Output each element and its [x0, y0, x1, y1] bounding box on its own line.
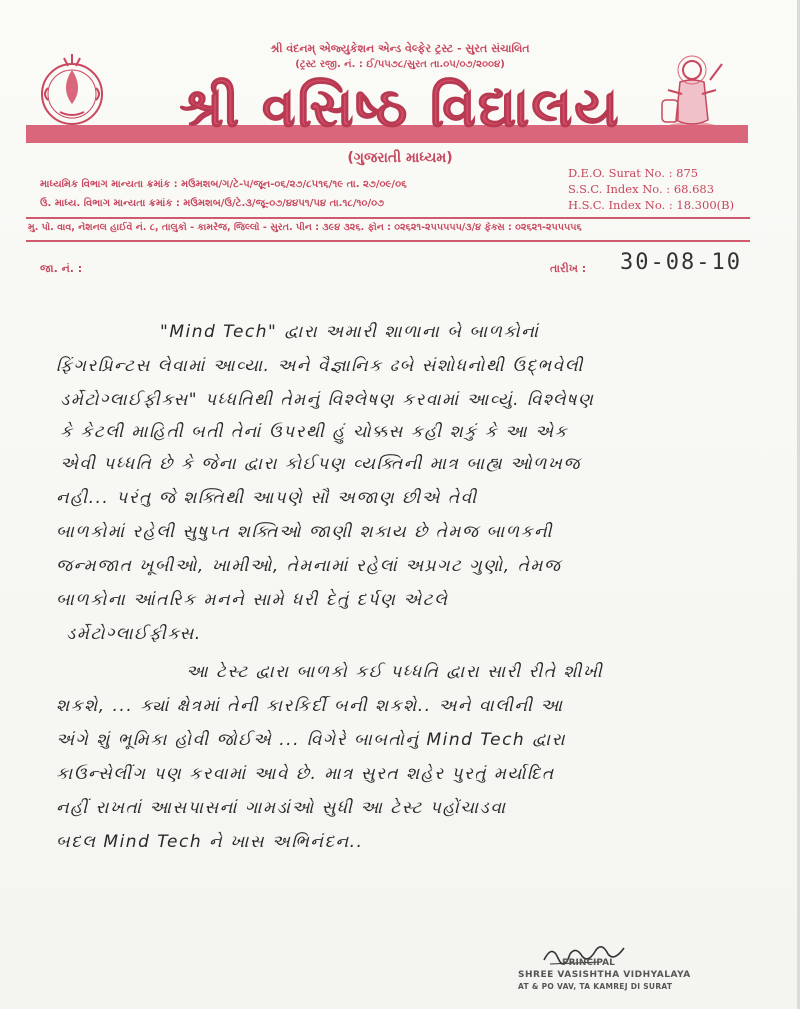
- divider: [26, 240, 750, 242]
- body-line: ફિંગરપ્રિન્ટસ લેવામાં આવ્યા. અને વૈજ્ઞાનિક ઢબે સંશોધનોથી ઉદ્ભવેલી: [56, 356, 584, 376]
- trust-name: શ્રી વંદનમ્ એજ્યુકેશન એન્ડ વેલ્ફેર ટ્રસ્ટ - સુરત સંચાલિત: [270, 42, 530, 55]
- body-line: કાઉન્સેલીંગ પણ કરવામાં આવે છે. માત્ર સુરત શહેર પુરતું મર્યાદિત: [56, 764, 555, 784]
- date-label: તારીખ :: [550, 262, 587, 275]
- body-line: બદલ Mind Tech ને ખાસ અભિનંદન..: [56, 832, 364, 852]
- body-line: કે કેટલી માહિતી બતી તેનાં ઉપરથી હું ચોક્કસ કહી શકું કે આ એક: [60, 422, 568, 442]
- school-address: મુ. પો. વાવ, નેશનલ હાઈવે નં. ૮, તાલુકો - કામરેજ, જિલ્લો - સુરત. પીન : ૩૯૪ ૩૨૬. ફોન : ૦૨૬૨૧-૨૫૫૫૫૫/૩/૪ ફેક્સ : ૦૨૬૨૧-૨૫૫૫૫૬: [28, 222, 582, 233]
- body-line: નહી... પરંતુ જે શક્તિથી આપણે સૌ અજાણ છીએ તેવી: [56, 488, 478, 508]
- body-line: આ ટેસ્ટ દ્વારા બાળકો કઈ પધ્ધતિ દ્વારા સારી રીતે શીખી: [186, 662, 604, 682]
- body-line: એવી પધ્ધતિ છે કે જેના દ્વારા કોઈપણ વ્યક્તિની માત્ર બાહ્ય ઓળખજ: [60, 454, 581, 474]
- body-line: "Mind Tech" દ્વારા અમારી શાળાના બે બાળકોનાં: [160, 322, 540, 342]
- body-line: શકશે, ... ક્યાં ક્ષેત્રમાં તેની કારકિર્દી બની શકશે.. અને વાલીની આ: [56, 696, 564, 716]
- trust-registration: (ટ્રસ્ટ રજી. નં. : ઈ/૫૫૭૮/સુરત તા.૦૫/૦૭/૨૦૦૪): [295, 59, 505, 70]
- principal-school: SHREE VASISHTHA VIDHYALAYA: [518, 970, 691, 980]
- body-line: બાળકોમાં રહેલી સુષુપ્ત શક્તિઓ જાણી શકાય છે તેમજ બાળકની: [56, 522, 553, 542]
- body-line: ડર્મેટોગ્લાઈફીક્સ" પધ્ધતિથી તેમનું વિશ્લેષણ કરવામાં આવ્યું. વિશ્લેષણ: [60, 390, 595, 410]
- reference-label: જા. નં. :: [40, 262, 83, 275]
- hsc-index: H.S.C. Index No. : 18.300(B): [568, 198, 735, 212]
- recognition-higher-secondary: ઉ. માધ્ય. વિભાગ માન્યતા ક્રમાંક : મઉમશબ/ઉ/ટે.૩/જૂ-૦૭/૪૪૫૧/૫૪ તા.૧૮/૧૦/૦૭: [40, 198, 385, 209]
- body-line: જન્મજાત ખૂબીઓ, ખામીઓ, તેમનામાં રહેલાં અપ્રગટ ગુણો, તેમજ: [56, 556, 562, 576]
- school-medium: (ગુજરાતી માધ્યમ): [347, 150, 453, 166]
- principal-title: PRINCIPAL: [562, 958, 615, 968]
- deo-number: D.E.O. Surat No. : 875: [568, 166, 699, 180]
- body-line: ડર્મેટોગ્લાઈફીક્સ.: [66, 624, 202, 644]
- ssc-index: S.S.C. Index No. : 68.683: [568, 182, 715, 196]
- index-numbers: [568, 165, 734, 213]
- recognition-secondary: માધ્યમિક વિભાગ માન્યતા ક્રમાંક : મઉમશબ/ગ/ટે-૫/જૂન-૦૬/૨૭/૮૫૧૬/૧૯ તા. ૨૭/૦૯/૦૬: [40, 179, 407, 190]
- body-line: અંગે શું ભૂમિકા હોવી જોઈએ ... વિગેરે બાબતોનું Mind Tech દ્વારા: [56, 730, 567, 750]
- body-line: બાળકોના આંતરિક મનને સામે ધરી દેતું દર્પણ એટલે: [56, 590, 449, 610]
- divider: [26, 217, 750, 219]
- principal-address: AT & PO VAV, TA KAMREJ DI SURAT: [518, 982, 673, 991]
- date-value: 30-08-10: [620, 250, 742, 275]
- school-name: શ્રી વસિષ્ઠ વિદ્યાલય: [179, 76, 621, 139]
- body-line: નહીં રાખતાં આસપાસનાં ગામડાંઓ સુધી આ ટેસ્ટ પહોંચાડવા: [56, 798, 507, 818]
